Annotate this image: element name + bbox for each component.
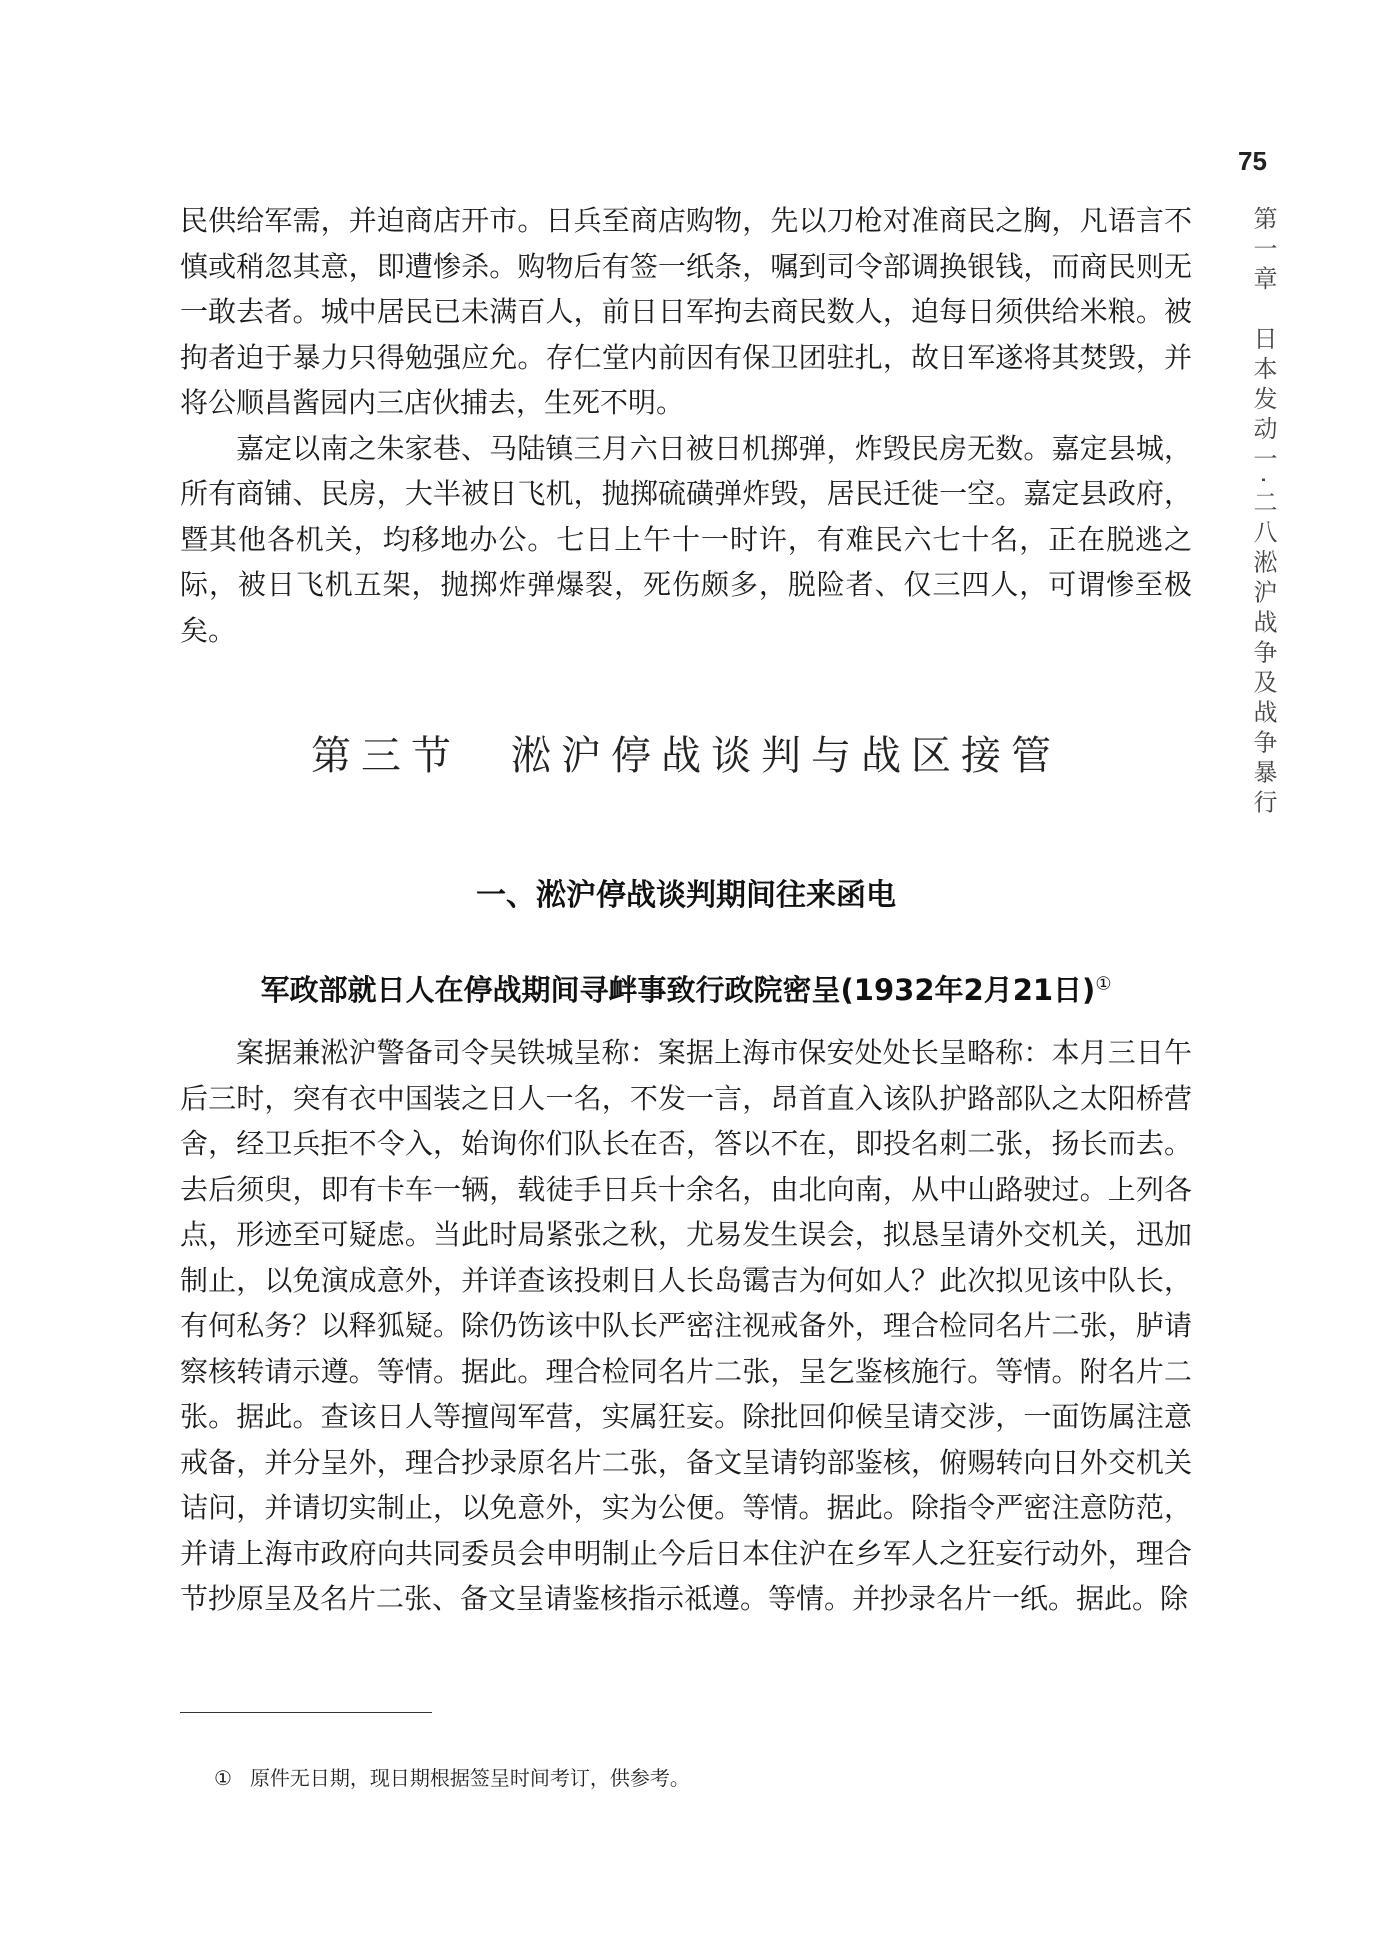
- footnote: [214, 1762, 690, 1791]
- page-number: 75: [1238, 146, 1267, 176]
- footnote-mark: ①: [214, 1766, 232, 1790]
- paragraph-2: 嘉定以南之朱家巷、马陆镇三月六日被日机掷弹，炸毁民房无数。嘉定县城，所有商铺、民房，大半被日飞机，抛掷硫磺弹炸毁，居民迁徙一空。嘉定县政府，暨其他各机关，均移地办公。七日上午十一时许，有难民六七十名，正在脱逃之际，被日飞机五架，抛掷炸弹爆裂，死伤颇多，脱险者、仅三四人，可谓惨至极矣。: [180, 431, 1192, 647]
- document-title: [180, 968, 1192, 1009]
- footnote-text: 原件无日期，现日期根据签呈时间考订，供参考。: [249, 1766, 690, 1790]
- running-header: 第一章 日本发动一·二八淞沪战争及战争暴行: [1249, 206, 1277, 820]
- footnote-reference: ①: [1095, 973, 1112, 995]
- subsection-title: 一、淞沪停战谈判期间往来函电: [476, 878, 896, 913]
- top-text-block: [180, 198, 1192, 653]
- paragraph-1: 民供给军需，并迫商店开市。日兵至商店购物，先以刀枪对准商民之胸，凡语言不慎或稍忽其意，即遭惨杀。购物后有签一纸条，嘱到司令部调换银钱，而商民则无一敢去者。城中居民已未满百人，前日日军拘去商民数人，迫每日须供给米粮。被拘者迫于暴力只得勉强应允。存仁堂内前因有保卫团驻扎，故日军遂将其焚毁，并将公顺昌酱园内三店伙捕去，生死不明。: [180, 204, 1192, 419]
- section-title: 第三节 淞沪停战谈判与战区接管: [311, 733, 1061, 779]
- main-paragraph: 案据兼淞沪警备司令吴铁城呈称：案据上海市保安处处长呈略称：本月三日午后三时，突有衣中国装之日人一名，不发一言，昂首直入该队护路部队之太阳桥营舍，经卫兵拒不令入，始询你们队长在否，答以不在，即投名刺二张，扬长而去。去后须臾，即有卡车一辆，载徒手日兵十余名，由北向南，从中山路驶过。上列各点，形迹至可疑虑。当此时局紧张之秋，尤易发生误会，拟恳呈请外交机关，迅加制止，以免演成意外，并详查该投刺日人长岛霭吉为何如人？此次拟见该中队长，有何私务？以释狐疑。除仍饬该中队长严密注视戒备外，理合检同名片二张，胪请察核转请示遵。等情。据此。理合检同名片二张，呈乞鉴核施行。等情。附名片二张。据此。查该日人等擅闯军营，实属狂妄。除批回仰候呈请交涉，一面饬属注意戒备，并分呈外，理合抄录原名片二张，备文呈请钧部鉴核，俯赐转向日外交机关诘问，并请切实制止，以免意外，实为公便。等情。据此。除指令严密注意防范，并请上海市政府向共同委员会申明制止今后日本住沪在乡军人之狂妄行动外，理合节抄原呈及名片二张、备文呈请鉴核指示祗遵。等情。并抄录名片一纸。据此。除: [180, 1036, 1192, 1615]
- main-text-block: [180, 1030, 1192, 1622]
- footnote-divider: [180, 1712, 432, 1713]
- document-title-text: 军政部就日人在停战期间寻衅事致行政院密呈(1932年2月21日): [260, 973, 1096, 1007]
